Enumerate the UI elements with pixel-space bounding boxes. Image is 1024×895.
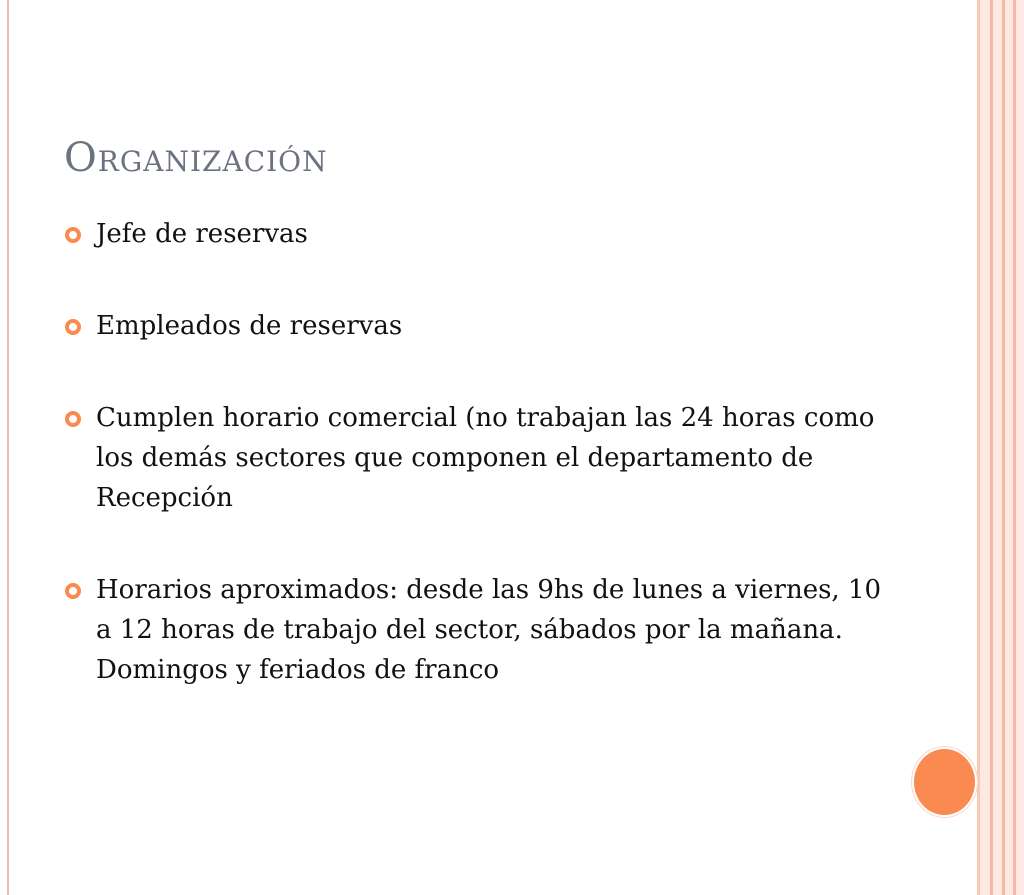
right-border-stripe xyxy=(980,0,990,895)
bullet-item xyxy=(64,306,894,346)
bullet-item xyxy=(64,398,894,518)
right-border-stripe xyxy=(1005,0,1013,895)
bullet-text: Cumplen horario comercial (no trabajan las 24 horas como los demás sectores que componen el departamento de Recepción xyxy=(96,403,875,513)
left-border-rule xyxy=(7,0,9,895)
bullet-text: Jefe de reservas xyxy=(96,219,308,249)
decorative-orange-circle xyxy=(914,749,975,815)
bullet-item xyxy=(64,570,894,690)
slide-title: Organización xyxy=(64,135,328,181)
bullet-text: Empleados de reservas xyxy=(96,311,403,341)
hollow-circle-bullet-icon xyxy=(64,410,82,428)
bullet-list xyxy=(64,214,894,690)
hollow-circle-bullet-icon xyxy=(64,582,82,600)
bullet-item xyxy=(64,214,894,254)
bullet-text: Horarios aproximados: desde las 9hs de lunes a viernes, 10 a 12 horas de trabajo del sector, sábados por la mañana. Domingos y feriados de franco xyxy=(96,575,882,685)
hollow-circle-bullet-icon xyxy=(64,226,82,244)
right-border-stripe xyxy=(1016,0,1024,895)
right-border-stripe xyxy=(993,0,1002,895)
hollow-circle-bullet-icon xyxy=(64,318,82,336)
